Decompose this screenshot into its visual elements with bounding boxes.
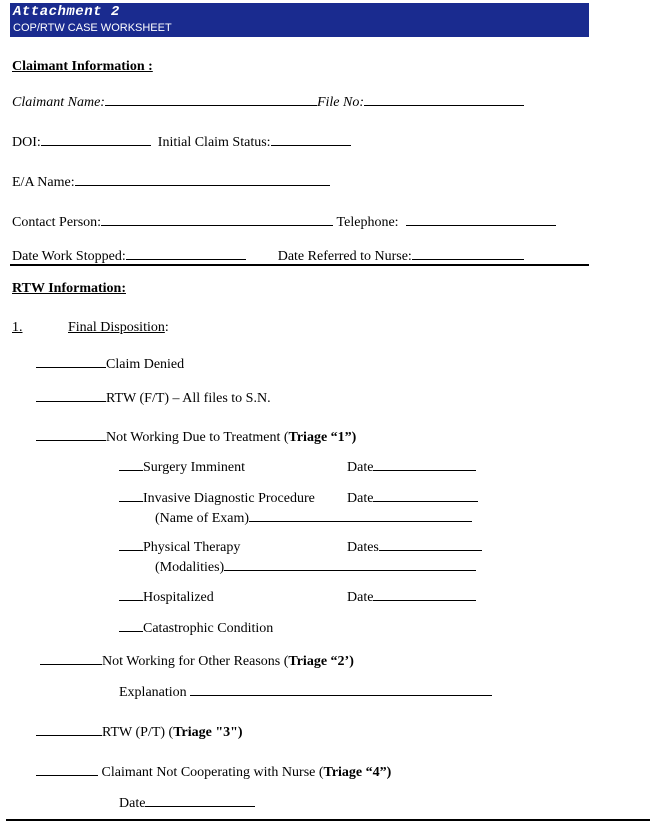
claimant-info-heading: Claimant Information : [12,59,153,74]
exam-name-label: (Name of Exam) [155,511,250,526]
physical-therapy-row [119,536,240,557]
hospitalized-date-field[interactable] [373,586,476,601]
date-referred-field[interactable] [412,245,524,260]
telephone-field[interactable] [406,211,556,226]
ea-name-field[interactable] [75,171,330,186]
hospitalized-label: Hospitalized [143,590,214,605]
invasive-label: Invasive Diagnostic Procedure [143,491,315,506]
triage-4-label: Triage “4”) [323,765,392,780]
modalities-field[interactable] [224,556,476,571]
hospitalized-check-field[interactable] [119,586,143,601]
not-cooperating-label: Claimant Not Cooperating with Nurse ( [101,765,324,780]
claim-status-field[interactable] [271,131,351,146]
final-date-label: Date [119,796,146,811]
section-divider [10,264,589,266]
rtw-pt-label: RTW (P/T) ( [102,725,174,740]
ea-row [12,171,330,192]
work-stopped-row [12,245,524,266]
surgery-label: Surgery Imminent [143,460,246,475]
claim-status-label: Initial Claim Status: [157,135,271,150]
invasive-date-row [347,487,478,508]
explanation-field[interactable] [190,681,492,696]
claimant-name-field[interactable] [105,91,317,106]
triage-3-label: Triage "3") [173,725,243,740]
surgery-date-row [347,456,476,477]
claim-denied-row [36,353,184,374]
contact-row [12,211,556,232]
claimant-name-label: Claimant Name: [12,95,105,110]
rtw-ft-row [36,387,271,408]
telephone-label: Telephone: [336,215,399,230]
file-no-label: File No: [316,95,364,110]
invasive-row [119,487,315,508]
claim-denied-label: Claim Denied [106,357,185,372]
catastrophic-label: Catastrophic Condition [143,621,274,636]
catastrophic-check-field[interactable] [119,617,143,632]
physical-therapy-check-field[interactable] [119,536,143,551]
invasive-date-label: Date [347,491,374,506]
surgery-check-field[interactable] [119,456,143,471]
invasive-check-field[interactable] [119,487,143,502]
hospitalized-row [119,586,214,607]
doi-label: DOI: [12,135,41,150]
not-working-treatment-label: Not Working Due to Treatment ( [106,430,289,445]
not-working-other-label: Not Working for Other Reasons ( [102,654,289,669]
bottom-divider [6,819,650,821]
final-date-row [119,792,255,813]
triage-2-label: Triage “2’) [288,654,354,669]
item-number-label: 1. [12,320,23,335]
invasive-date-field[interactable] [373,487,478,502]
not-working-other-row [40,650,354,671]
doi-field[interactable] [41,131,151,146]
not-working-treatment-row [36,426,356,447]
physical-therapy-dates-field[interactable] [379,536,482,551]
date-work-stopped-label: Date Work Stopped: [12,249,126,264]
hospitalized-date-label: Date [347,590,374,605]
surgery-date-field[interactable] [373,456,476,471]
not-working-treatment-field[interactable] [36,426,106,441]
final-disposition-row [68,319,169,337]
catastrophic-row [119,617,273,638]
exam-name-row [155,507,472,528]
attachment-title: Attachment 2 [13,4,120,20]
physical-therapy-label: Physical Therapy [143,540,241,555]
not-cooperating-row [36,761,391,782]
doi-row [12,131,351,152]
rtw-ft-label: RTW (F/T) – All files to S.N. [106,391,271,406]
ea-name-label: E/A Name: [12,175,75,190]
surgery-date-label: Date [347,460,374,475]
rtw-ft-field[interactable] [36,387,106,402]
claimant-name-row [12,91,524,112]
contact-person-label: Contact Person: [12,215,102,230]
final-disposition-label: Final Disposition [68,320,165,335]
worksheet-subtitle: COP/RTW CASE WORKSHEET [13,22,172,34]
final-date-field[interactable] [145,792,255,807]
physical-therapy-dates-row [347,536,482,557]
explanation-row [119,681,492,702]
physical-therapy-dates-label: Dates [347,540,379,555]
item-number [12,319,23,337]
hospitalized-date-row [347,586,476,607]
rtw-pt-row [36,721,243,742]
claim-denied-field[interactable] [36,353,106,368]
date-work-stopped-field[interactable] [126,245,246,260]
final-disposition-colon: : [164,320,169,335]
modalities-row [155,556,476,577]
date-referred-label: Date Referred to Nurse: [277,249,412,264]
not-working-other-field[interactable] [40,650,102,665]
exam-name-field[interactable] [249,507,472,522]
file-no-field[interactable] [364,91,524,106]
modalities-label: (Modalities) [155,560,225,575]
triage-1-label: Triage “1”) [288,430,357,445]
attachment-header [10,3,589,37]
explanation-label: Explanation [119,685,187,700]
rtw-info-heading: RTW Information: [12,281,126,296]
rtw-pt-field[interactable] [36,721,102,736]
surgery-row [119,456,245,477]
not-cooperating-field[interactable] [36,761,98,776]
contact-person-field[interactable] [101,211,333,226]
